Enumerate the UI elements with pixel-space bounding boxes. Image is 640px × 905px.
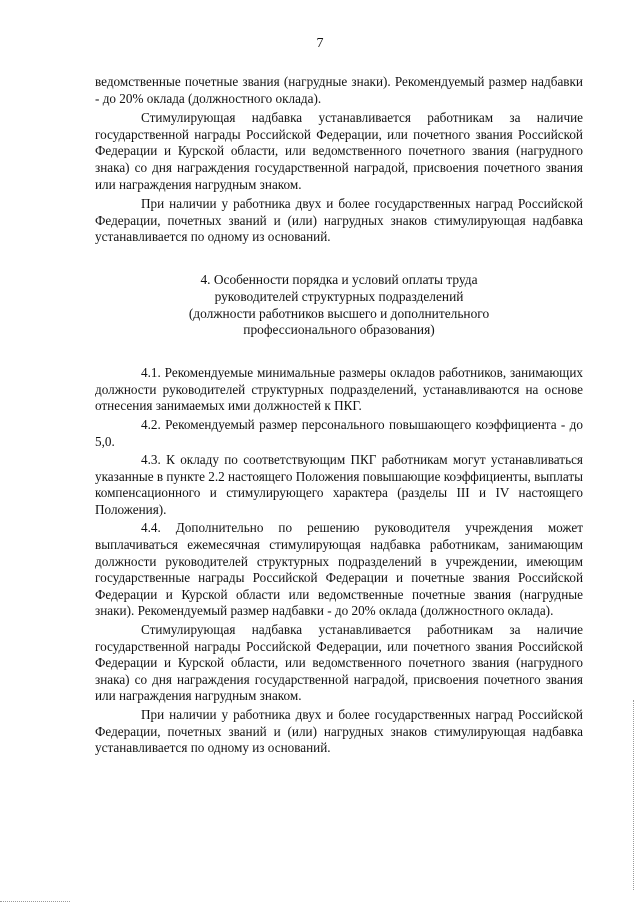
page-number: 7 — [316, 36, 324, 51]
paragraph-4-1: 4.1. Рекомендуемые минимальные размеры окладов работников, занимающих должности руководителей структурных подразделений, устанавливаются на основе отнесения занимаемых ими должностей к ПКГ. — [95, 365, 583, 414]
scan-edge-mark — [631, 700, 634, 890]
section-heading — [95, 272, 583, 339]
paragraph-award-allowance: Стимулирующая надбавка устанавливается работникам за наличие государственной награды Российской Федерации, или почетного звания Российской Федерации и Курской области, или ведомственного почетного звания (нагрудного знака) со дня награждения государственной наградой, присвоения почетного звания или награждения нагрудным знаком. — [95, 110, 583, 192]
paragraph-4-2: 4.2. Рекомендуемый размер персонального повышающего коэффициента - до 5,0. — [95, 416, 583, 449]
scan-bottom-mark — [0, 899, 70, 902]
section-heading-line: 4. Особенности порядка и условий оплаты труда — [200, 271, 478, 287]
paragraph-4-4: 4.4. Дополнительно по решению руководителя учреждения может выплачиваться ежемесячная стимулирующая надбавка работникам, занимающим должности руководителей структурных подразделений в учреждении, имеющим государственные награды Российской Федерации и почетные звания Российской Федерации и Курской области или ведомственные почетные звания (нагрудные знаки). Рекомендуемый размер надбавки - до 20% оклада (должностного оклада). — [95, 520, 583, 619]
section-heading-line: руководителей структурных подразделений — [214, 288, 464, 304]
paragraph-award-allowance-2: Стимулирующая надбавка устанавливается работникам за наличие государственной награды Российской Федерации, или почетного звания Российской Федерации и Курской области, или ведомственного почетного звания (нагрудного знака) со дня награждения государственной наградой, присвоения почетного звания или награждения нагрудным знаком. — [95, 622, 583, 704]
section-heading-line: профессионального образования) — [243, 322, 435, 338]
paragraph-continuation: ведомственные почетные звания (нагрудные знаки). Рекомендуемый размер надбавки - до 20% оклада (должностного оклада). — [95, 74, 583, 106]
paragraph-4-3: 4.3. К окладу по соответствующим ПКГ работникам могут устанавливаться указанные в пункте 2.2 настоящего Положения повышающие коэффициенты, выплаты компенсационного и стимулирующего характера (разделы III и IV настоящего Положения). — [95, 452, 584, 517]
section-heading-line: (должности работников высшего и дополнительного — [188, 305, 490, 321]
paragraph-multiple-awards-2: При наличии у работника двух и более государственных наград Российской Федерации, почетных званий и (или) нагрудных знаков стимулирующая надбавка устанавливается по одному из оснований. — [95, 707, 583, 756]
paragraph-multiple-awards: При наличии у работника двух и более государственных наград Российской Федерации, почетных званий и (или) нагрудных знаков стимулирующая надбавка устанавливается по одному из оснований. — [95, 196, 583, 245]
document-body — [95, 74, 583, 757]
